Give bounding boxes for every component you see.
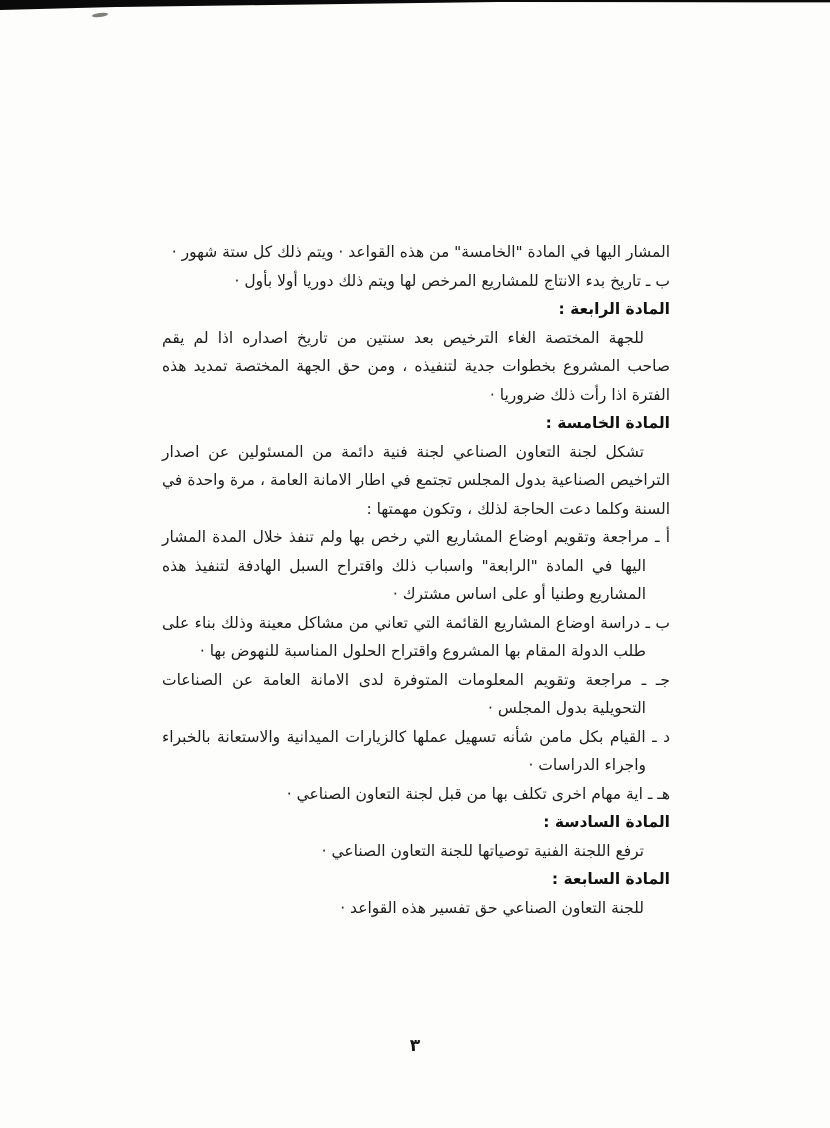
section-heading-article-4: المادة الرابعة : xyxy=(558,300,670,318)
article-5-list-item-h: هـ ـ اية مهام اخرى تكلف بها من قبل لجنة التعاون الصناعي · xyxy=(286,784,670,803)
scan-ink-speck xyxy=(92,12,108,18)
section-heading-article-5: المادة الخامسة : xyxy=(545,414,670,432)
article-5-list-item-a: أ ـ مراجعة وتقويم اوضاع المشاريع التي رخص بها ولم تنفذ خلال المدة المشار اليها في المادة "الرابعة" واسباب ذلك واقتراح السبل الهادفة لتنفيذ هذه المشاريع وطنيا أو على اساس مشترك · xyxy=(162,528,670,603)
article-5-paragraph: تشكل لجنة التعاون الصناعي لجنة فنية دائمة من المسئولين عن اصدار التراخيص الصناعية بدول المجلس تجتمع في اطار الامانة العامة ، مرة واحدة في السنة وكلما دعت الحاجة لذلك ، وتكون مهمتها : xyxy=(162,442,670,518)
article-5-list-item-b: ب ـ دراسة اوضاع المشاريع القائمة التي تعاني من مشاكل معينة وذلك بناء على طلب الدولة المقام بها المشروع واقتراح الحلول المناسبة للنهوض بها · xyxy=(162,613,670,660)
article-4-paragraph: للجهة المختصة الغاء الترخيص بعد سنتين من تاريخ اصداره اذا لم يقم صاحب المشروع بخطوات جدية لتنفيذه ، ومن حق الجهة المختصة تمديد هذه الفترة اذا رأت ذلك ضروريا · xyxy=(162,328,670,404)
section-heading-article-7: المادة السابعة : xyxy=(551,870,670,888)
intro-list-item-b: ب ـ تاريخ بدء الانتاج للمشاريع المرخص لها ويتم ذلك دوريا أولا بأول · xyxy=(234,271,670,290)
page-number: ٣ xyxy=(409,1036,421,1056)
article-6-paragraph: ترفع اللجنة الفنية توصياتها للجنة التعاون الصناعي · xyxy=(321,841,644,860)
section-heading-article-6: المادة السادسة : xyxy=(543,813,670,831)
continuation-line: المشار اليها في المادة "الخامسة" من هذه القواعد · ويتم ذلك كل ستة شهور · xyxy=(171,243,670,261)
article-5-list-item-d: د ـ القيام بكل مامن شأنه تسهيل عملها كالزيارات الميدانية والاستعانة بالخبراء واجراء الدراسات · xyxy=(162,727,670,774)
scan-top-edge-artifact xyxy=(0,0,830,10)
article-7-paragraph: للجنة التعاون الصناعي حق تفسير هذه القواعد · xyxy=(340,898,644,917)
article-5-list-item-j: جـ ـ مراجعة وتقويم المعلومات المتوفرة لدى الامانة العامة عن الصناعات التحويلية بدول المجلس · xyxy=(162,670,670,717)
document-text-block xyxy=(162,238,670,922)
